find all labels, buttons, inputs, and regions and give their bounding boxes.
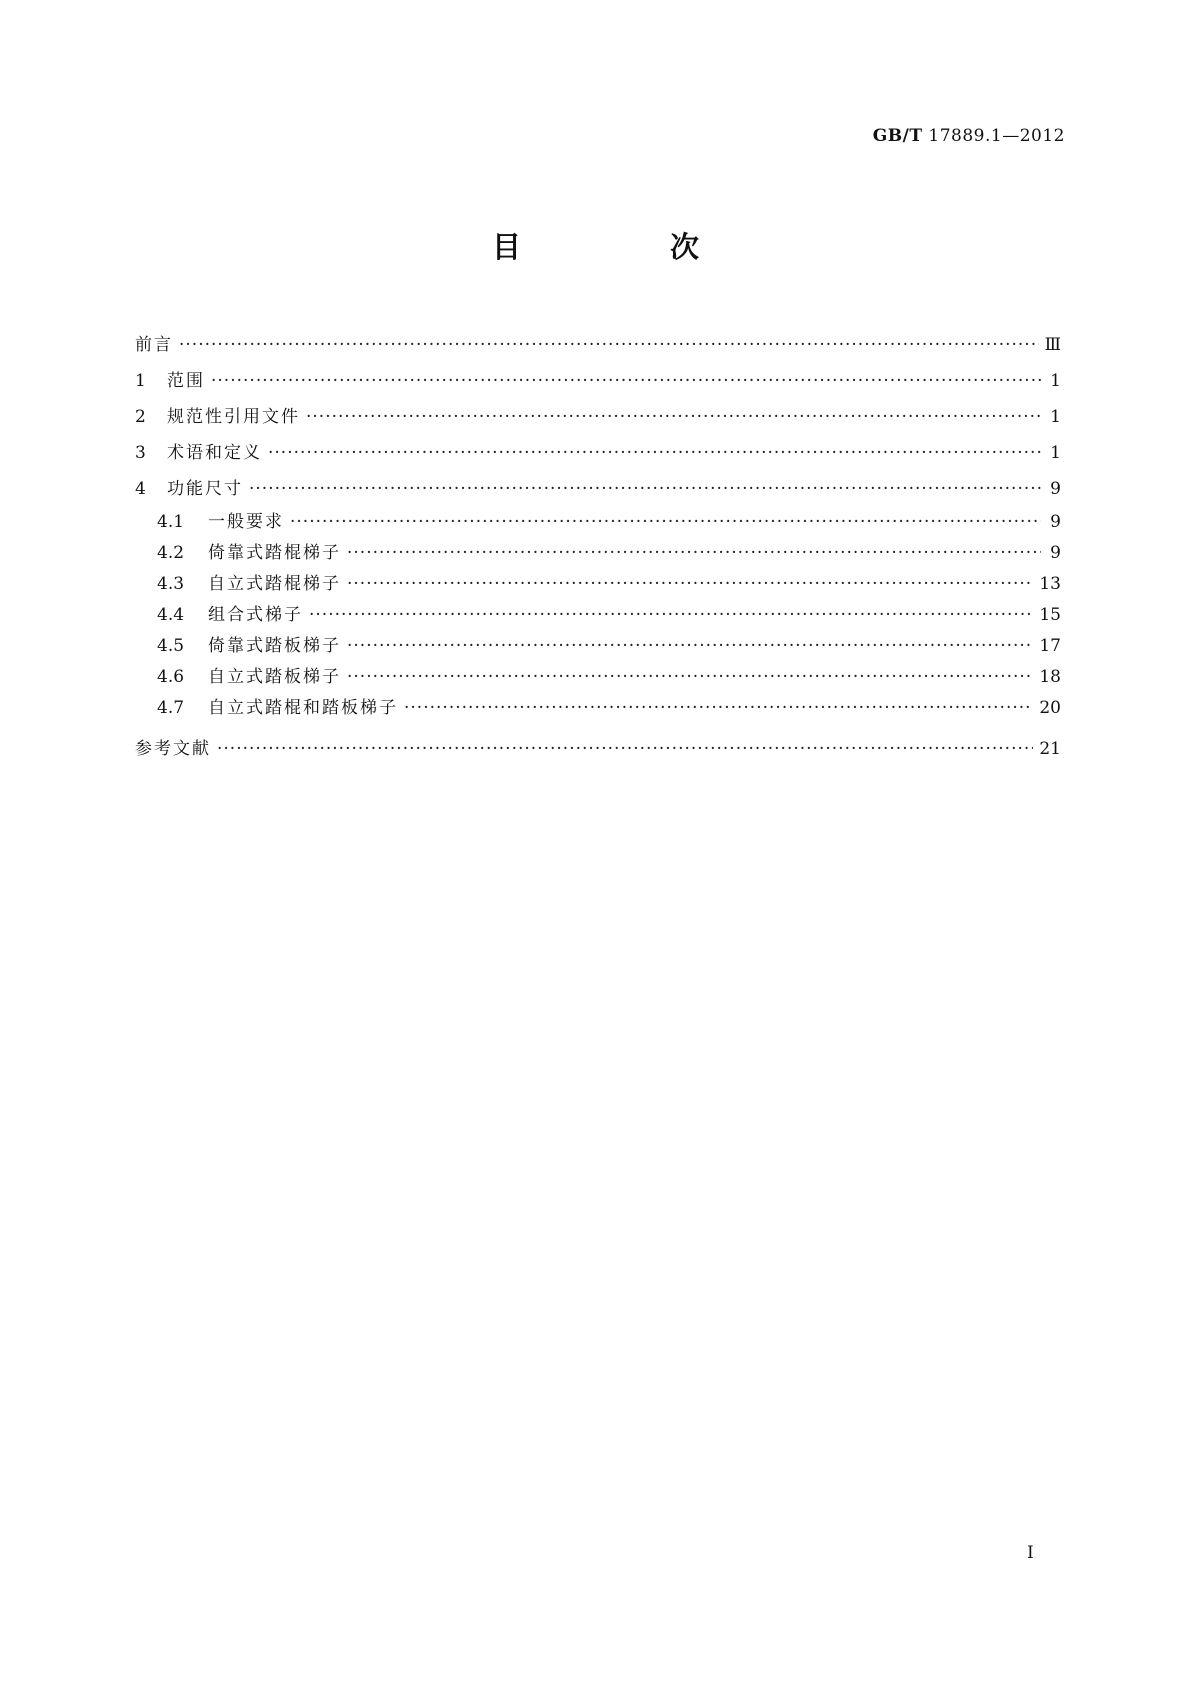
toc-entry-number: 4.4 — [157, 605, 185, 625]
toc-entry-label: 功能尺寸 — [167, 479, 243, 499]
toc-entry-page: 1 — [1050, 443, 1061, 463]
toc-entry-page: Ⅲ — [1044, 335, 1061, 355]
toc-entry-page: 9 — [1050, 543, 1061, 563]
toc-leader-dots — [211, 363, 1041, 399]
toc-entry-page: 9 — [1050, 479, 1061, 499]
toc-entry-4[interactable] — [135, 471, 1061, 507]
standard-code — [873, 126, 1065, 146]
toc-leader-dots — [290, 507, 1041, 538]
toc-entry-number: 2 — [135, 407, 146, 427]
toc-entry-number: 4.6 — [157, 667, 185, 687]
toc-entry-label: 组合式梯子 — [208, 605, 303, 625]
standard-number: 17889.1—2012 — [928, 126, 1065, 146]
toc-leader-dots — [217, 731, 1033, 767]
standard-prefix: GB/T — [872, 126, 923, 146]
toc-entry-label: 自立式踏棍和踏板梯子 — [208, 698, 398, 718]
toc-entry-4-3[interactable] — [135, 569, 1061, 600]
toc-entry-page: 18 — [1039, 667, 1061, 687]
toc-entry-label: 倚靠式踏板梯子 — [208, 636, 341, 656]
toc-entry-4-4[interactable] — [135, 600, 1061, 631]
toc-leader-dots — [347, 538, 1041, 569]
toc-leader-dots — [309, 600, 1033, 631]
toc-entry-label: 规范性引用文件 — [167, 407, 300, 427]
toc-entry-label: 一般要求 — [208, 512, 284, 532]
toc-leader-dots — [306, 399, 1041, 435]
toc-leader-dots — [249, 471, 1041, 507]
toc-entry-3[interactable] — [135, 435, 1061, 471]
toc-entry-4-1[interactable] — [135, 507, 1061, 538]
toc-entry-page: 21 — [1039, 739, 1061, 759]
toc-entry-number: 4.1 — [157, 512, 185, 532]
toc-entry-number: 4.2 — [157, 543, 185, 563]
toc-entry-4-7[interactable] — [135, 693, 1061, 724]
toc-entry-label: 术语和定义 — [167, 443, 262, 463]
toc-entry-label: 自立式踏棍梯子 — [208, 574, 341, 594]
toc-entry-number: 4.3 — [157, 574, 185, 594]
toc-entry-1[interactable] — [135, 363, 1061, 399]
table-of-contents — [135, 327, 1061, 767]
toc-entry-number: 1 — [135, 371, 146, 391]
toc-entry-number: 3 — [135, 443, 146, 463]
toc-entry-page: 15 — [1039, 605, 1061, 625]
toc-entry-page: 9 — [1050, 512, 1061, 532]
toc-entry-page: 17 — [1039, 636, 1061, 656]
toc-leader-dots — [268, 435, 1041, 471]
toc-entry-label: 自立式踏板梯子 — [208, 667, 341, 687]
toc-entry-label: 参考文献 — [135, 739, 211, 759]
toc-entry-foreword[interactable] — [135, 327, 1061, 363]
toc-entry-page: 1 — [1050, 371, 1061, 391]
toc-leader-dots — [347, 631, 1033, 662]
toc-entry-label: 前言 — [135, 335, 173, 355]
toc-entry-4-5[interactable] — [135, 631, 1061, 662]
toc-entry-number: 4 — [135, 479, 146, 499]
toc-entry-bibliography[interactable] — [135, 731, 1061, 767]
toc-entry-label: 范围 — [167, 371, 205, 391]
toc-entry-page: 20 — [1039, 698, 1061, 718]
toc-leader-dots — [347, 569, 1033, 600]
page-number: I — [1027, 1543, 1034, 1563]
toc-entry-number: 4.5 — [157, 636, 185, 656]
toc-leader-dots — [404, 693, 1033, 724]
toc-entry-label: 倚靠式踏棍梯子 — [208, 543, 341, 563]
page-title: 目 次 — [491, 230, 759, 264]
toc-entry-4-2[interactable] — [135, 538, 1061, 569]
toc-entry-page: 1 — [1050, 407, 1061, 427]
toc-entry-page: 13 — [1039, 574, 1061, 594]
toc-entry-number: 4.7 — [157, 698, 185, 718]
toc-leader-dots — [179, 327, 1039, 363]
toc-entry-2[interactable] — [135, 399, 1061, 435]
toc-entry-4-6[interactable] — [135, 662, 1061, 693]
toc-leader-dots — [347, 662, 1033, 693]
